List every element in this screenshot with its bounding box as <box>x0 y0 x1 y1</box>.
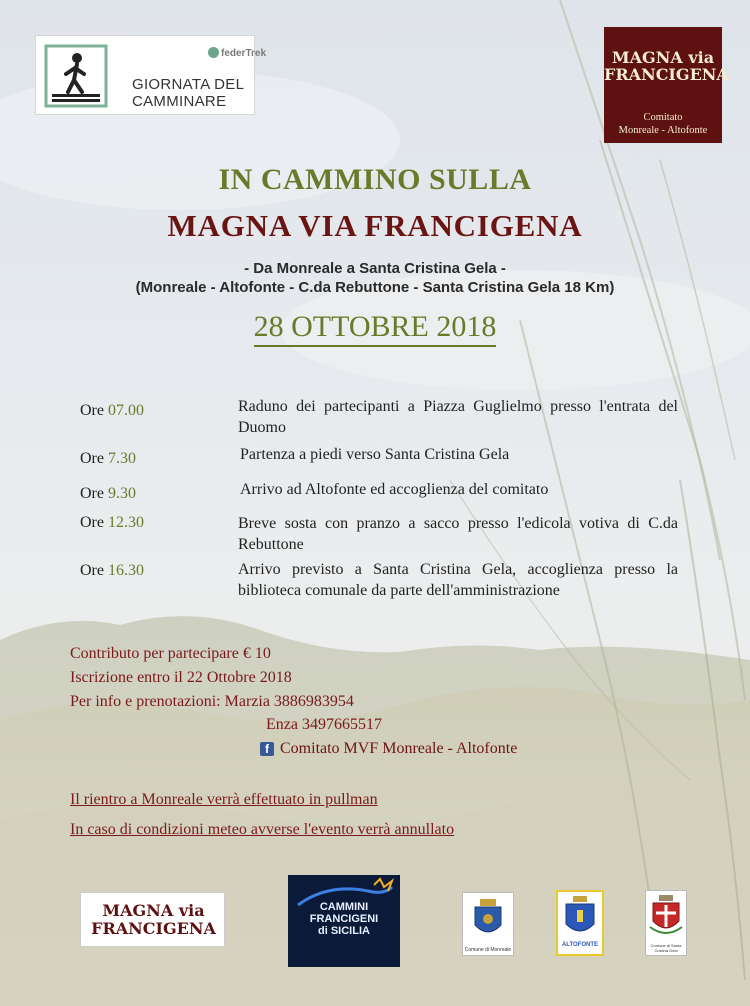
schedule-desc-1: Raduno dei partecipanti a Piazza Guglielmo presso l'entrata del Duomo <box>238 398 678 436</box>
monreale-crest <box>462 892 514 956</box>
schedule-time-2 <box>80 450 136 468</box>
facebook-page-link[interactable] <box>260 740 517 758</box>
mvf-logo-title <box>604 48 729 84</box>
cammini-line-2: FRANCIGENI <box>309 913 379 925</box>
walking-person-icon <box>44 44 108 108</box>
route-subtitle: - Da Monreale a Santa Cristina Gela - <box>244 260 506 277</box>
schedule-desc-4: Breve sosta con pranzo a sacco presso l'edicola votiva di C.da Rebuttone <box>238 515 678 553</box>
altofonte-crest <box>556 890 604 956</box>
mvf-logo-subtitle <box>604 111 722 137</box>
footer-mvf-line-1: MAGNA via <box>102 901 205 920</box>
santa-cristina-label: Comune di Santa Cristina Gela <box>650 943 682 953</box>
mvf-line-1: MAGNA via <box>611 48 715 67</box>
mvf-sub-line-2: Monreale - Altofonte <box>618 125 708 136</box>
schedule-prefix: Ore <box>80 485 108 502</box>
altofonte-shield-icon <box>558 894 602 942</box>
prenotazioni-text: Per info e prenotazioni: Marzia 3886983954 <box>70 693 354 710</box>
schedule-time-1 <box>80 402 144 420</box>
mvf-sub-line-1: Comitato <box>643 112 683 123</box>
giornata-del-camminare-logo <box>35 35 267 115</box>
schedule-time-3 <box>80 485 136 503</box>
cammini-francigeni-logo <box>288 875 400 967</box>
federtrek-icon <box>208 47 219 58</box>
schedule-time-value: 16.30 <box>107 562 144 579</box>
meteo-note: In caso di condizioni meteo avverse l'evento verrà annullato <box>70 821 455 838</box>
logo-line-1: GIORNATA DEL <box>132 76 245 93</box>
altofonte-label: ALTOFONTE <box>561 942 599 948</box>
giornata-del-camminare-text <box>132 76 244 110</box>
schedule-time-value: 12.30 <box>107 514 144 531</box>
santa-cristina-shield-icon <box>646 893 686 941</box>
schedule-time-value: 9.30 <box>107 485 136 502</box>
cammini-line-1: CAMMINI <box>319 901 369 913</box>
schedule-prefix: Ore <box>80 514 108 531</box>
schedule-desc-5: Arrivo previsto a Santa Cristina Gela, accoglienza presso la biblioteca comunale da parte dell'amministrazione <box>238 561 678 599</box>
route-stops: (Monreale - Altofonte - C.da Rebuttone - Santa Cristina Gela 18 Km) <box>135 279 615 296</box>
facebook-page-name: Comitato MVF Monreale - Altofonte <box>280 740 518 757</box>
schedule-time-value: 7.30 <box>107 450 136 467</box>
schedule-time-4 <box>80 514 144 532</box>
schedule-time-value: 07.00 <box>107 402 144 419</box>
event-date <box>0 310 750 344</box>
monreale-shield-icon <box>463 895 513 945</box>
cammini-text <box>288 901 400 937</box>
footer-mvf-text <box>81 902 226 938</box>
contributo-text: Contributo per partecipare € 10 <box>70 645 271 662</box>
santa-cristina-gela-crest <box>645 890 687 956</box>
monreale-label: Comune di Monreale <box>464 947 512 953</box>
schedule-desc-2: Partenza a piedi verso Santa Cristina Gela <box>240 446 510 463</box>
event-title-line-1: IN CAMMINO SULLA <box>218 163 532 196</box>
logo-line-2: CAMMINARE <box>132 93 227 110</box>
federtrek-brand: federTrek <box>221 48 267 59</box>
event-date-text: 28 OTTOBRE 2018 <box>254 310 497 347</box>
schedule-prefix: Ore <box>80 402 108 419</box>
schedule-desc-3: Arrivo ad Altofonte ed accoglienza del comitato <box>240 481 549 498</box>
footer-mvf-line-2: FRANCIGENA <box>91 919 216 938</box>
footer-mvf-logo <box>80 892 225 947</box>
iscrizione-text: Iscrizione entro il 22 Ottobre 2018 <box>70 669 292 686</box>
cammini-line-3: di SICILIA <box>318 925 370 937</box>
schedule-time-5 <box>80 562 144 580</box>
magna-via-francigena-logo <box>604 27 729 143</box>
mvf-line-2: FRANCIGENA <box>604 65 729 84</box>
rientro-note: Il rientro a Monreale verrà effettuato in pullman <box>70 791 378 808</box>
enza-contact: Enza 3497665517 <box>266 716 382 733</box>
schedule-prefix: Ore <box>80 450 108 467</box>
schedule-prefix: Ore <box>80 562 108 579</box>
facebook-icon: f <box>260 742 274 756</box>
event-title-line-2: MAGNA VIA FRANCIGENA <box>167 208 583 243</box>
